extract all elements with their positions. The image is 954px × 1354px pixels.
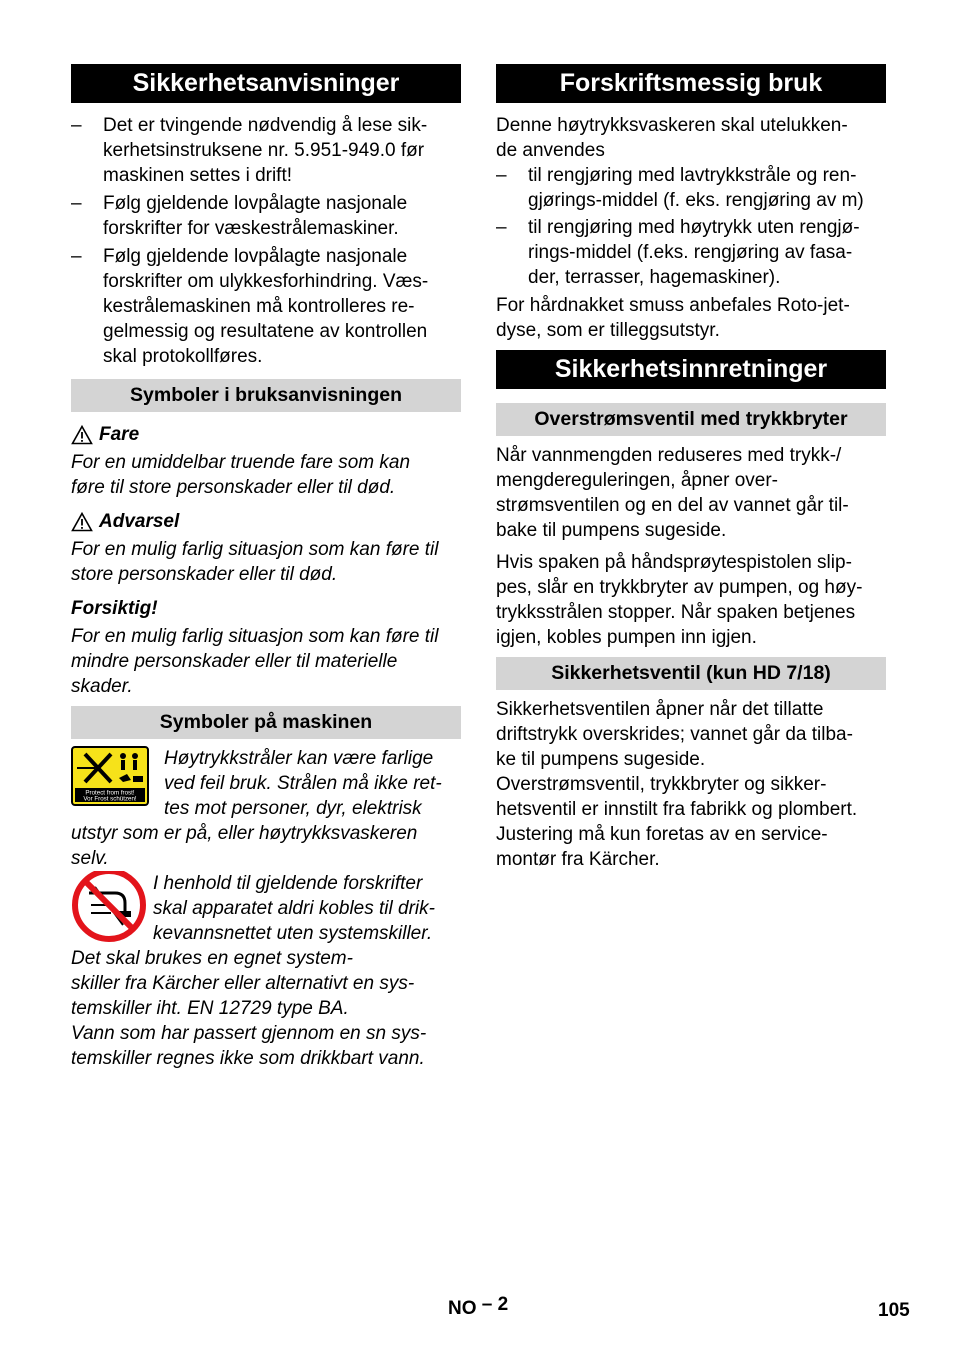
line: selv.: [71, 848, 109, 869]
drinking-water-text-cont: [71, 971, 461, 1071]
caution-title: Forsiktig!: [71, 598, 158, 619]
line: strømsventilen og en del av vannet går til-: [496, 495, 849, 516]
danger-title: [71, 422, 461, 447]
line: tes mot personer, dyr, elektrisk: [164, 798, 422, 819]
line: ke til pumpens sugeside.: [496, 749, 706, 770]
heading-safety-devices: Sikkerhetsinnretninger: [496, 350, 886, 389]
line: Høytrykkstråler kan være farlige: [164, 748, 434, 769]
intended-use-list: [496, 163, 886, 290]
heading-machine-symbols: Symboler på maskinen: [71, 706, 461, 739]
heading-symbols-manual: Symboler i bruksanvisningen: [71, 379, 461, 412]
line: Hvis spaken på håndsprøytespistolen slip-: [496, 552, 852, 573]
pressure-switch-text: [496, 550, 886, 650]
line: de anvendes: [496, 140, 605, 161]
line: rings-middel (f.eks. rengjøring av fasa-: [528, 242, 853, 263]
danger-label: Fare: [99, 424, 140, 445]
line: skader.: [71, 676, 133, 697]
line: skal apparatet aldri kobles til drik-: [153, 898, 435, 919]
line: For en mulig farlig situasjon som kan føre til: [71, 626, 439, 647]
heading-overflow-valve: Overstrømsventil med trykkbryter: [496, 403, 886, 436]
line: Det er tvingende nødvendig å lese sik-: [103, 115, 428, 136]
machine-symbol-no-drinking-water: [71, 871, 461, 971]
line: Sikkerhetsventilen åpner når det tillatte: [496, 699, 824, 720]
line: Følg gjeldende lovpålagte nasjonale: [103, 246, 408, 267]
machine-symbol-jet: [71, 746, 461, 821]
caution-text: [71, 624, 461, 699]
line: For hårdnakket smuss anbefales Roto-jet-: [496, 295, 850, 316]
right-column: [496, 64, 886, 872]
roto-jet-note: [496, 293, 886, 343]
overflow-valve-text: [496, 443, 886, 543]
line: der, terrasser, hagemaskiner).: [528, 267, 781, 288]
safety-valve-text: [496, 697, 886, 872]
footer-language: NO: [448, 1298, 477, 1319]
frost-label-line1: Protect from frost!: [85, 789, 135, 797]
line: ved feil bruk. Strålen må ikke ret-: [164, 773, 442, 794]
list-item: [496, 215, 886, 290]
line: Justering må kun foretas av en service-: [496, 824, 828, 845]
frost-label-line2: Vor Frost schützen!: [83, 795, 137, 803]
list-item: [496, 163, 886, 213]
line: dyse, som er tilleggsutstyr.: [496, 320, 720, 341]
footer-section-number: – 2: [481, 1294, 509, 1315]
line: kestrålemaskinen må kontrolleres re-: [103, 296, 415, 317]
line: Følg gjeldende lovpålagte nasjonale: [103, 193, 408, 214]
line: I henhold til gjeldende forskrifter: [153, 873, 423, 894]
line: Overstrømsventil, trykkbryter og sikker-: [496, 774, 827, 795]
warning-triangle-icon: [71, 512, 93, 532]
line: kerhetsinstruksene nr. 5.951-949.0 før: [103, 140, 425, 161]
line: driftstrykk overskrides; vannet går da tilba-: [496, 724, 853, 745]
heading-safety-valve: Sikkerhetsventil (kun HD 7/18): [496, 657, 886, 690]
heading-safety-instructions: Sikkerhetsanvisninger: [71, 64, 461, 103]
line: gjørings-middel (f. eks. rengjøring av m): [528, 190, 864, 211]
jet-warning-text-cont: [71, 821, 461, 871]
line: igjen, kobles pumpen inn igjen.: [496, 627, 757, 648]
warning-label: Advarsel: [99, 511, 180, 532]
line: trykksstrålen stopper. Når spaken betjenes: [496, 602, 856, 623]
line: bake til pumpens sugeside.: [496, 520, 727, 541]
warning-text: [71, 537, 461, 587]
line: Når vannmengden reduseres med trykk-/: [496, 445, 842, 466]
line: For en umiddelbar truende fare som kan: [71, 452, 411, 473]
line: føre til store personskader eller til død.: [71, 477, 396, 498]
line: skiller fra Kärcher eller alternativt en sys-: [71, 973, 415, 994]
line: til rengjøring med lavtrykkstråle og ren-: [528, 165, 857, 186]
line: Denne høytrykksvaskeren skal utelukken-: [496, 115, 848, 136]
line: hetsventil er innstilt fra fabrikk og plombert.: [496, 799, 858, 820]
no-drinking-water-connection-icon: [71, 871, 147, 943]
line: temskiller iht. EN 12729 type BA.: [71, 998, 349, 1019]
list-item: [71, 113, 461, 188]
page-number: 105: [878, 1300, 910, 1321]
line: For en mulig farlig situasjon som kan føre til: [71, 539, 439, 560]
warning-title: [71, 509, 461, 534]
line: forskrifter om ulykkesforhindring. Væs-: [103, 271, 429, 292]
heading-intended-use: Forskriftsmessig bruk: [496, 64, 886, 103]
warning-triangle-icon: [71, 425, 93, 445]
line: Vann som har passert gjennom en sn sys-: [71, 1023, 427, 1044]
intended-use-intro: [496, 113, 886, 163]
line: maskinen settes i drift!: [103, 165, 293, 186]
line: pes, slår en trykkbryter av pumpen, og høy-: [496, 577, 863, 598]
danger-text: [71, 450, 461, 500]
line: til rengjøring med høytrykk uten rengjø-: [528, 217, 860, 238]
line: kevannsnettet uten systemskiller.: [153, 923, 433, 944]
line: skal protokollføres.: [103, 346, 263, 367]
line: gelmessig og resultatene av kontrollen: [103, 321, 428, 342]
line: mengdereguleringen, åpner over-: [496, 470, 779, 491]
line: Det skal brukes en egnet system-: [71, 948, 353, 969]
line: temskiller regnes ikke som drikkbart vann.: [71, 1048, 425, 1069]
line: mindre personskader eller til materielle: [71, 651, 398, 672]
list-item: [71, 191, 461, 241]
footer-language-section: [448, 1296, 508, 1321]
high-pressure-jet-warning-icon: [71, 746, 149, 806]
left-column: [71, 64, 461, 1071]
line: montør fra Kärcher.: [496, 849, 660, 870]
list-item: [71, 244, 461, 369]
line: utstyr som er på, eller høytrykksvaskeren: [71, 823, 418, 844]
line: store personskader eller til død.: [71, 564, 338, 585]
safety-bullet-list: [71, 113, 461, 369]
line: forskrifter for væskestrålemaskiner.: [103, 218, 399, 239]
